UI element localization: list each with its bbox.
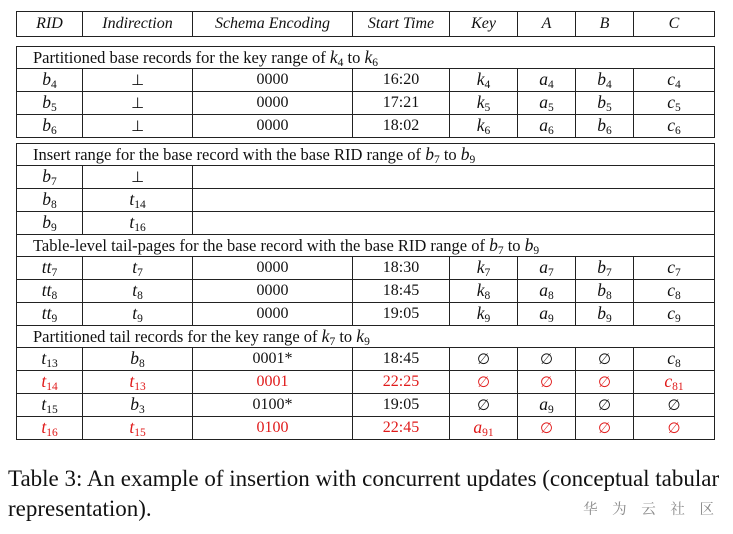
c-cell: $c_{81}$: [634, 371, 715, 394]
table-row: [17, 189, 715, 212]
a-cell: $a_9$: [518, 303, 576, 326]
key-cell: $k_9$: [450, 303, 518, 326]
a-cell: ∅: [518, 371, 576, 394]
a-cell: ∅: [518, 348, 576, 371]
header-rid: RID: [17, 12, 83, 37]
indirection-cell: $t_{16}$: [83, 212, 193, 235]
rid-cell: $b_7$: [17, 166, 83, 189]
watermark: 华 为 云 社 区: [583, 502, 719, 518]
empty-cell: [193, 212, 715, 235]
indirection-cell: $t_7$: [83, 257, 193, 280]
indirection-cell: ⊥: [83, 69, 193, 92]
header-a: A: [518, 12, 576, 37]
key-cell: $k_5$: [450, 92, 518, 115]
key-cell: $k_8$: [450, 280, 518, 303]
c-cell: $c_4$: [634, 69, 715, 92]
a-cell: $a_6$: [518, 115, 576, 138]
indirection-cell: $t_{13}$: [83, 371, 193, 394]
a-cell: $a_5$: [518, 92, 576, 115]
schema-encoding-cell: 0000: [193, 280, 353, 303]
b-cell: $b_6$: [576, 115, 634, 138]
section-title-row: [17, 326, 715, 348]
header-c: C: [634, 12, 715, 37]
section-title-row: [17, 47, 715, 69]
b-cell: $b_5$: [576, 92, 634, 115]
rid-cell: $tt_7$: [17, 257, 83, 280]
section-title: Partitioned tail records for the key range of $k_7$ to $k_9$: [17, 326, 715, 348]
key-cell: $k_6$: [450, 115, 518, 138]
table-row: [17, 166, 715, 189]
b-cell: $b_4$: [576, 69, 634, 92]
header-schema-encoding: Schema Encoding: [193, 12, 353, 37]
c-cell: $c_8$: [634, 280, 715, 303]
c-cell: $c_6$: [634, 115, 715, 138]
indirection-cell: $b_8$: [83, 348, 193, 371]
schema-encoding-cell: 0000: [193, 303, 353, 326]
schema-encoding-cell: 0100: [193, 417, 353, 440]
key-cell: ∅: [450, 371, 518, 394]
header-row: [17, 12, 715, 37]
empty-cell: [193, 189, 715, 212]
key-cell: $a_{91}$: [450, 417, 518, 440]
start-time-cell: 18:45: [353, 348, 450, 371]
table-row: [17, 69, 715, 92]
header-b: B: [576, 12, 634, 37]
key-cell: $k_7$: [450, 257, 518, 280]
section-title-row: [17, 144, 715, 166]
indirection-cell: $t_9$: [83, 303, 193, 326]
c-cell: ∅: [634, 417, 715, 440]
table-row: [17, 257, 715, 280]
start-time-cell: 22:25: [353, 371, 450, 394]
empty-cell: [193, 166, 715, 189]
section-title: Partitioned base records for the key range of $k_4$ to $k_6$: [17, 47, 715, 69]
rid-cell: $t_{14}$: [17, 371, 83, 394]
start-time-cell: 18:30: [353, 257, 450, 280]
key-cell: ∅: [450, 394, 518, 417]
indirection-cell: ⊥: [83, 166, 193, 189]
table-row: [17, 303, 715, 326]
indirection-cell: $b_3$: [83, 394, 193, 417]
b-cell: ∅: [576, 371, 634, 394]
key-cell: $k_4$: [450, 69, 518, 92]
section-title-row: [17, 235, 715, 257]
schema-encoding-cell: 0000: [193, 92, 353, 115]
schema-encoding-cell: 0000: [193, 257, 353, 280]
schema-encoding-cell: 0001*: [193, 348, 353, 371]
indirection-cell: $t_{15}$: [83, 417, 193, 440]
rid-cell: $b_8$: [17, 189, 83, 212]
b-cell: $b_9$: [576, 303, 634, 326]
section-insert-range: [16, 143, 715, 440]
rid-cell: $b_6$: [17, 115, 83, 138]
start-time-cell: 19:05: [353, 394, 450, 417]
start-time-cell: 16:20: [353, 69, 450, 92]
b-cell: $b_8$: [576, 280, 634, 303]
c-cell: $c_8$: [634, 348, 715, 371]
a-cell: $a_4$: [518, 69, 576, 92]
b-cell: $b_7$: [576, 257, 634, 280]
indirection-cell: $t_{14}$: [83, 189, 193, 212]
header-indirection: Indirection: [83, 12, 193, 37]
table-row: [17, 280, 715, 303]
schema-encoding-cell: 0001: [193, 371, 353, 394]
c-cell: $c_7$: [634, 257, 715, 280]
table-row: [17, 394, 715, 417]
rid-cell: $b_5$: [17, 92, 83, 115]
rid-cell: $b_9$: [17, 212, 83, 235]
a-cell: $a_8$: [518, 280, 576, 303]
rid-cell: $t_{15}$: [17, 394, 83, 417]
header-key: Key: [450, 12, 518, 37]
start-time-cell: 18:45: [353, 280, 450, 303]
table-row: [17, 417, 715, 440]
a-cell: $a_7$: [518, 257, 576, 280]
start-time-cell: 19:05: [353, 303, 450, 326]
c-cell: $c_9$: [634, 303, 715, 326]
c-cell: $c_5$: [634, 92, 715, 115]
table-caption: Table 3: An example of insertion with concurrent updates (conceptual tabular representation).: [8, 466, 720, 521]
indirection-cell: ⊥: [83, 92, 193, 115]
schema-encoding-cell: 0100*: [193, 394, 353, 417]
start-time-cell: 22:45: [353, 417, 450, 440]
rid-cell: $tt_8$: [17, 280, 83, 303]
b-cell: ∅: [576, 394, 634, 417]
rid-cell: $t_{16}$: [17, 417, 83, 440]
rid-cell: $t_{13}$: [17, 348, 83, 371]
rid-cell: $tt_9$: [17, 303, 83, 326]
start-time-cell: 17:21: [353, 92, 450, 115]
table-row: [17, 371, 715, 394]
table-row: [17, 115, 715, 138]
b-cell: ∅: [576, 348, 634, 371]
section-title: Insert range for the base record with the base RID range of $b_7$ to $b_9$: [17, 144, 715, 166]
start-time-cell: 18:02: [353, 115, 450, 138]
schema-encoding-cell: 0000: [193, 69, 353, 92]
a-cell: $a_9$: [518, 394, 576, 417]
c-cell: ∅: [634, 394, 715, 417]
rid-cell: $b_4$: [17, 69, 83, 92]
section-title: Table-level tail-pages for the base record with the base RID range of $b_7$ to $b_9$: [17, 235, 715, 257]
b-cell: ∅: [576, 417, 634, 440]
table-row: [17, 348, 715, 371]
table-row: [17, 92, 715, 115]
header-table: [16, 11, 715, 37]
section-base-records: [16, 46, 715, 138]
indirection-cell: ⊥: [83, 115, 193, 138]
key-cell: ∅: [450, 348, 518, 371]
header-start-time: Start Time: [353, 12, 450, 37]
indirection-cell: $t_8$: [83, 280, 193, 303]
schema-encoding-cell: 0000: [193, 115, 353, 138]
table-row: [17, 212, 715, 235]
a-cell: ∅: [518, 417, 576, 440]
